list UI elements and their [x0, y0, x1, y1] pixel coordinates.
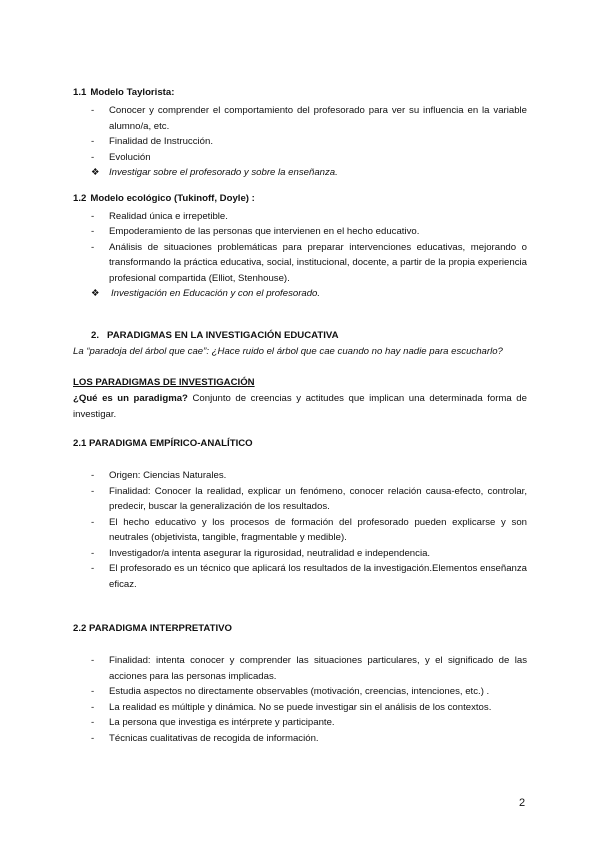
list-item: - Finalidad: Conocer la realidad, explicar un fenómeno, conocer relación causa-efecto, controlar, predecir, buscar la generalización de los resultados. [91, 485, 527, 512]
section-1-2-list [73, 209, 527, 302]
paradigms-heading: LOS PARADIGMAS DE INVESTIGACIÓN [73, 377, 255, 388]
section-2-2-heading: 2.2 PARADIGMA INTERPRETATIVO [73, 623, 233, 634]
diamond-bullet-icon: ❖ [91, 167, 100, 178]
section-2-1-list [73, 468, 527, 592]
paradox-quote: La “paradoja del árbol que cae”: ¿Hace ruido el árbol que cae cuando no hay nadie para escucharlo? [73, 345, 503, 357]
section-2-1-heading: 2.1 PARADIGMA EMPÍRICO-ANALÍTICO [73, 438, 253, 449]
list-item: - Investigador/a intenta asegurar la rigurosidad, neutralidad e independencia. [91, 547, 431, 559]
list-item: - La realidad es múltiple y dinámica. No se puede investigar sin el análisis de los contextos. [91, 701, 492, 713]
list-item: - Análisis de situaciones problemáticas para preparar intervenciones educativas, mejorando o transformando la práctica educativa, social, institucional, docente, a partir de la propia experiencia profesional compartida (Elliot, Stenhouse). [91, 241, 527, 284]
list-item: - El profesorado es un técnico que aplicará los resultados de la investigación.Elementos enseñanza eficaz. [91, 563, 527, 590]
list-item-star: ❖ Investigación en Educación y con el profesorado. [73, 286, 527, 302]
list-item: - Empoderamiento de las personas que intervienen en el hecho educativo. [91, 226, 420, 237]
section-number: 1.2 [73, 192, 87, 204]
section-2-2-list [73, 653, 527, 746]
section-title: Modelo ecológico (Tukinoff, Doyle) : [90, 192, 255, 204]
list-item: - Conocer y comprender el comportamiento del profesorado para ver su influencia en la variable alumno/a, etc. [91, 105, 527, 132]
list-item: - Origen: Ciencias Naturales. [91, 470, 227, 481]
section-title: PARADIGMAS EN LA INVESTIGACIÓN EDUCATIVA [107, 329, 339, 341]
list-item: - Finalidad: intenta conocer y comprender las situaciones particulares, y el significado de las acciones para las personas implicadas. [91, 655, 527, 682]
document-body [73, 86, 527, 746]
list-item: - El hecho educativo y los procesos de formación del profesorado pueden explicarse y son neutrales (objetivista, tangible, fragmentable y medible). [91, 516, 527, 543]
list-item: - La persona que investiga es intérprete y participante. [91, 717, 335, 728]
list-item: - Técnicas cualitativas de recogida de información. [91, 732, 319, 744]
paradigm-definition: ¿Qué es un paradigma? Conjunto de creencias y actitudes que implican una determinada forma de investigar. [73, 393, 527, 420]
list-item: - Evolución [91, 151, 151, 163]
section-number: 2. [91, 329, 100, 341]
diamond-bullet-icon: ❖ [91, 288, 100, 299]
section-1-1-list [73, 103, 527, 181]
list-item: - Finalidad de Instrucción. [91, 136, 213, 147]
section-2-heading [73, 329, 527, 343]
section-title: Modelo Taylorista [90, 87, 172, 98]
list-item: - Realidad única e irrepetible. [91, 210, 228, 222]
section-1-2-heading [73, 192, 527, 206]
page-number: 2 [519, 797, 526, 809]
section-number: 1.1 [73, 87, 87, 98]
list-item: - Estudia aspectos no directamente observables (motivación, creencias, intenciones, etc.) . [91, 686, 490, 697]
section-1-1-heading: 1.1 Modelo Taylorista: [73, 87, 175, 98]
list-item-star: ❖ Investigar sobre el profesorado y sobre la enseñanza. [73, 165, 527, 181]
